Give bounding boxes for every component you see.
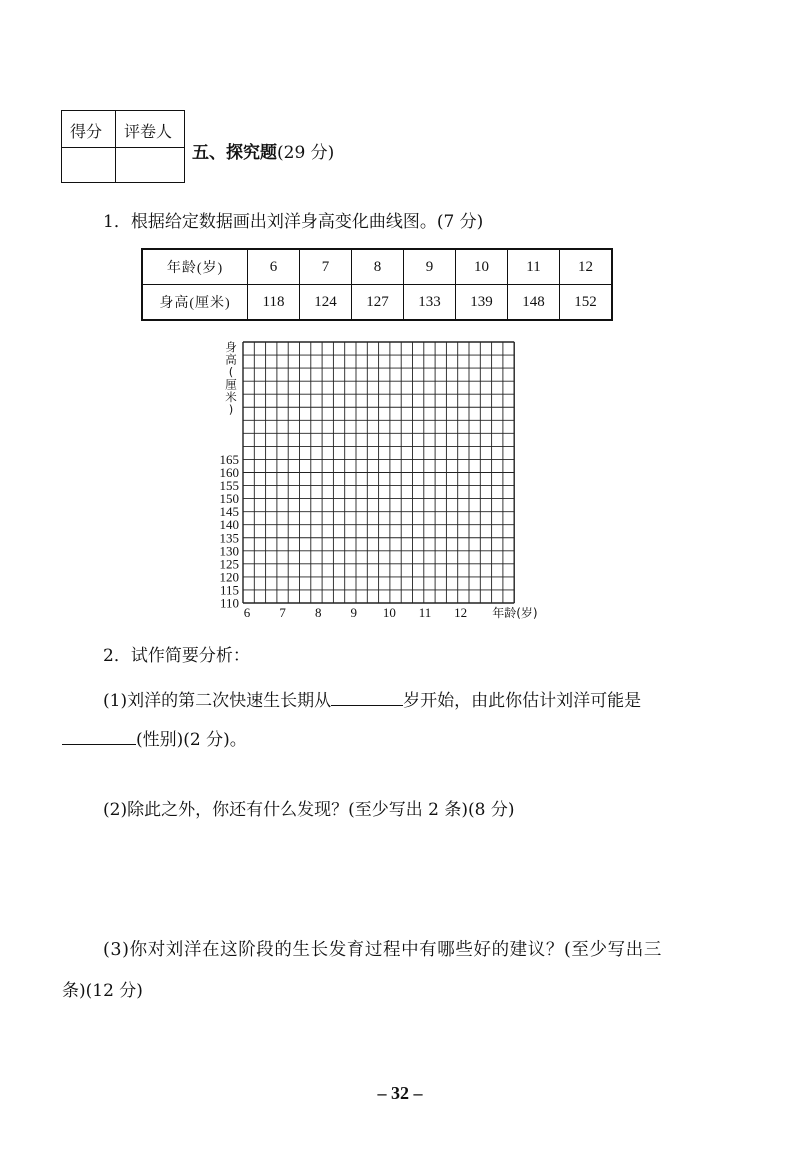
height-cell: 124 — [300, 285, 352, 321]
y-tick-label: 145 — [219, 504, 239, 520]
data-table — [141, 248, 613, 321]
age-answer-blank[interactable] — [331, 705, 403, 706]
section-title: 五、探究题 — [192, 143, 277, 163]
score-box — [61, 110, 185, 183]
age-cell: 9 — [404, 249, 456, 285]
y-axis-label-char: 身 — [225, 340, 237, 354]
x-axis-label: 年龄(岁) — [492, 606, 538, 620]
age-header: 年龄(岁) — [142, 249, 248, 285]
height-cell: 139 — [456, 285, 508, 321]
question-1: 1．根据给定数据画出刘洋身高变化曲线图。(7 分) — [103, 212, 484, 232]
height-cell: 133 — [404, 285, 456, 321]
y-tick-label: 160 — [219, 465, 239, 480]
grader-label: 评卷人 — [124, 122, 173, 141]
height-cell: 127 — [352, 285, 404, 321]
question-2-part-1-cont — [62, 725, 247, 750]
x-tick-label: 7 — [279, 605, 286, 620]
question-2-intro: 2．试作简要分析： — [103, 646, 250, 666]
x-tick-label: 12 — [454, 605, 468, 620]
x-tick-label: 10 — [382, 605, 396, 620]
y-axis-label-char: ) — [228, 402, 234, 417]
question-2-part-3: (3)你对刘洋在这阶段的生长发育过程中有哪些好的建议？(至少写出三 — [103, 940, 662, 960]
question-2-part-2: (2)除此之外，你还有什么发现？(至少写出 2 条)(8 分) — [103, 800, 515, 820]
age-cell: 7 — [300, 249, 352, 285]
y-tick-label: 130 — [219, 543, 239, 559]
x-tick-label: 6 — [243, 605, 251, 620]
age-cell: 11 — [508, 249, 560, 285]
age-cell: 12 — [560, 249, 613, 285]
q2-p1-text-b: 岁开始，由此你估计刘洋可能是 — [403, 691, 642, 711]
y-tick-label: 120 — [219, 569, 239, 585]
gender-answer-blank[interactable] — [62, 744, 136, 745]
x-tick-label: 8 — [314, 605, 322, 620]
y-axis-label-char: ( — [228, 365, 234, 379]
y-tick-label: 165 — [219, 451, 239, 467]
q2-p1-text-c: (性别)(2 分)。 — [136, 730, 247, 750]
y-tick-label: 135 — [219, 530, 239, 546]
y-tick-label: 110 — [219, 595, 239, 611]
age-cell: 6 — [248, 249, 300, 285]
y-tick-label: 150 — [219, 491, 239, 507]
y-axis-label-char: 厘 — [225, 377, 237, 392]
y-tick-label: 140 — [219, 517, 239, 533]
age-cell: 10 — [456, 249, 508, 285]
table-row-height — [142, 285, 612, 321]
score-label: 得分 — [70, 122, 103, 141]
age-cell: 8 — [352, 249, 404, 285]
y-tick-label: 155 — [219, 478, 239, 494]
y-tick-label: 115 — [219, 582, 239, 598]
page-number: – 32 – — [377, 1083, 423, 1103]
height-cell: 152 — [560, 285, 613, 321]
height-cell: 118 — [248, 285, 300, 321]
y-tick-label: 125 — [219, 556, 239, 572]
x-tick-label: 11 — [418, 605, 432, 620]
question-2-part-1 — [103, 686, 641, 711]
y-axis-label-char: 高 — [225, 352, 237, 367]
section-points: (29 分) — [277, 143, 335, 163]
height-cell: 148 — [508, 285, 560, 321]
y-axis-label-char: 米 — [225, 390, 237, 404]
height-grid-chart — [205, 335, 565, 620]
height-header: 身高(厘米) — [142, 285, 248, 321]
question-2-part-3-cont: 条)(12 分) — [62, 981, 143, 1001]
table-row-age — [142, 249, 612, 285]
x-tick-label: 9 — [350, 605, 358, 620]
q2-p1-text-a: (1)刘洋的第二次快速生长期从 — [103, 691, 332, 711]
section-heading — [192, 138, 334, 163]
